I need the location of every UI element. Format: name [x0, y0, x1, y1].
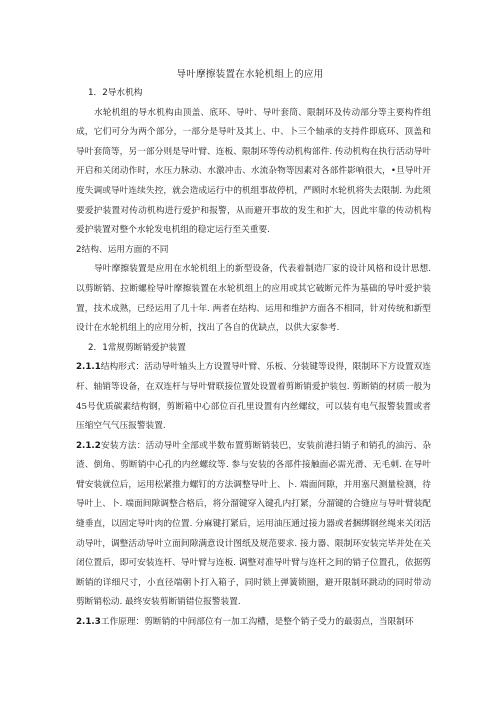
paragraph-text-2-1-1: 结构形式：活动导叶轴头上方设置导叶臂、乐板、分装键等设得，限制环下方设置双连杆、轴销等设备，在双连杆与导叶臂联接位置处设置着剪断销爱护装包. 剪断销的材质一般为45号优质碳素结构钢，剪断箱中心部位百孔里设置有内丝螺纹，可以装有电气报警装置或者压缩空气气压报警装置.: [76, 362, 431, 432]
paragraph-number-2-1-3: 2.1.3: [76, 617, 101, 628]
paragraph-text-2-1-2: 安装方法：活动导叶全部或半数布置剪断销装巴，安装前港扫销子和销孔的油污、杂渣、倒角、剪断销中心孔的内丝螺纹等. 参与安装的各部件接触面必需光滑、无毛刺. 在导叶臂安装就位后，运用松紧推力螺钉的方法调整导叶上、卜. 端面间隙，并用塞尺测量检测，待导叶上、卜. 端面间隙调整合格后，将分溜键穿入键孔内打紧，分溜键的合缝应与导叶臂装配缝垂直，以固定导叶肉的位置. 分麻键打紧后，运用油压通过接力器或者捆绑钢丝绳来关闭活动导叶，调整活动导叶立面间隙满意设计图纸及规范要求. 接力器、限制环安装完毕并处在关闭位置后，即可安装连杆、导叶臂与连板. 调整对准导叶臂与连杆之间的销子位置孔，依据剪断销的详细尺寸，小直径端朝卜打入箱子，同时锁上弹簧锁圈，避开限制环跳动的同时带动剪断销松动. 最终安装剪断销错位报警装置.: [76, 440, 431, 608]
paragraph-2-1-1: [76, 358, 431, 436]
paragraph-number-2-1-1: 2.1.1: [76, 362, 101, 373]
section-heading-2: 2结构、运用方面的不同: [76, 244, 169, 255]
paragraph-2-1-3: [76, 613, 431, 633]
paragraph-2-1-2: [76, 437, 431, 613]
section-heading-1-2: 1．2导水机构: [88, 88, 143, 98]
document-body: [76, 84, 431, 633]
section-heading-2-1: 2．1常规剪断销爱护装置: [88, 342, 186, 353]
paragraph-guide-mechanism: 水轮机组的导水机构由顶盖、底环、导叶、导叶套筒、限制环及传动部分等主要构件组成，它们可分为两个部分，一部分是导叶及其上、中、卜三个轴承的支持件即底环、顶盖和导叶套筒等，另一部分则是导叶臂、连板、限制环等传动机构部件. 传动机构在执行活动导叶开启和关闭动作时，水压力脉动、水激冲击、水流杂物等因素对各部件影响很大，•旦导叶开度失调或导叶连续失控，就会造成运行中的机组事故停机，严顾时水轮机将失去限制. 为此须要爱护装置对传动机构进行爱护和报警，从而避开事故的发生和扩大，因此牢靠的传动机构爱护装置对整个水轮发电机组的稳定运行至关重要.: [76, 107, 431, 236]
paragraph-structure-differences: 导叶摩擦装置是应用在水轮机组上的新型设备，代表着制造厂家的设计风格和设计思想. 以剪断销、拉断螺栓导叶摩擦装置在水轮机组上的应用或其它破断元件为基础的导叶爱护装置，技术成熟，已经运用了几十年. 两者在结构、运用和维护方面各不相同，针对传统和新型设计在水轮机组上的应用分析，找出了各自的优缺点，以供大家参考.: [76, 264, 431, 334]
document-title: 导叶摩擦装置在水轮机组上的应用: [176, 69, 324, 80]
paragraph-number-2-1-2: 2.1.2: [76, 440, 101, 451]
paragraph-text-2-1-3: 工作原理：剪断销的中间部位有一加工沟槽，是整个销子受力的最弱点，当限制环: [100, 617, 414, 628]
